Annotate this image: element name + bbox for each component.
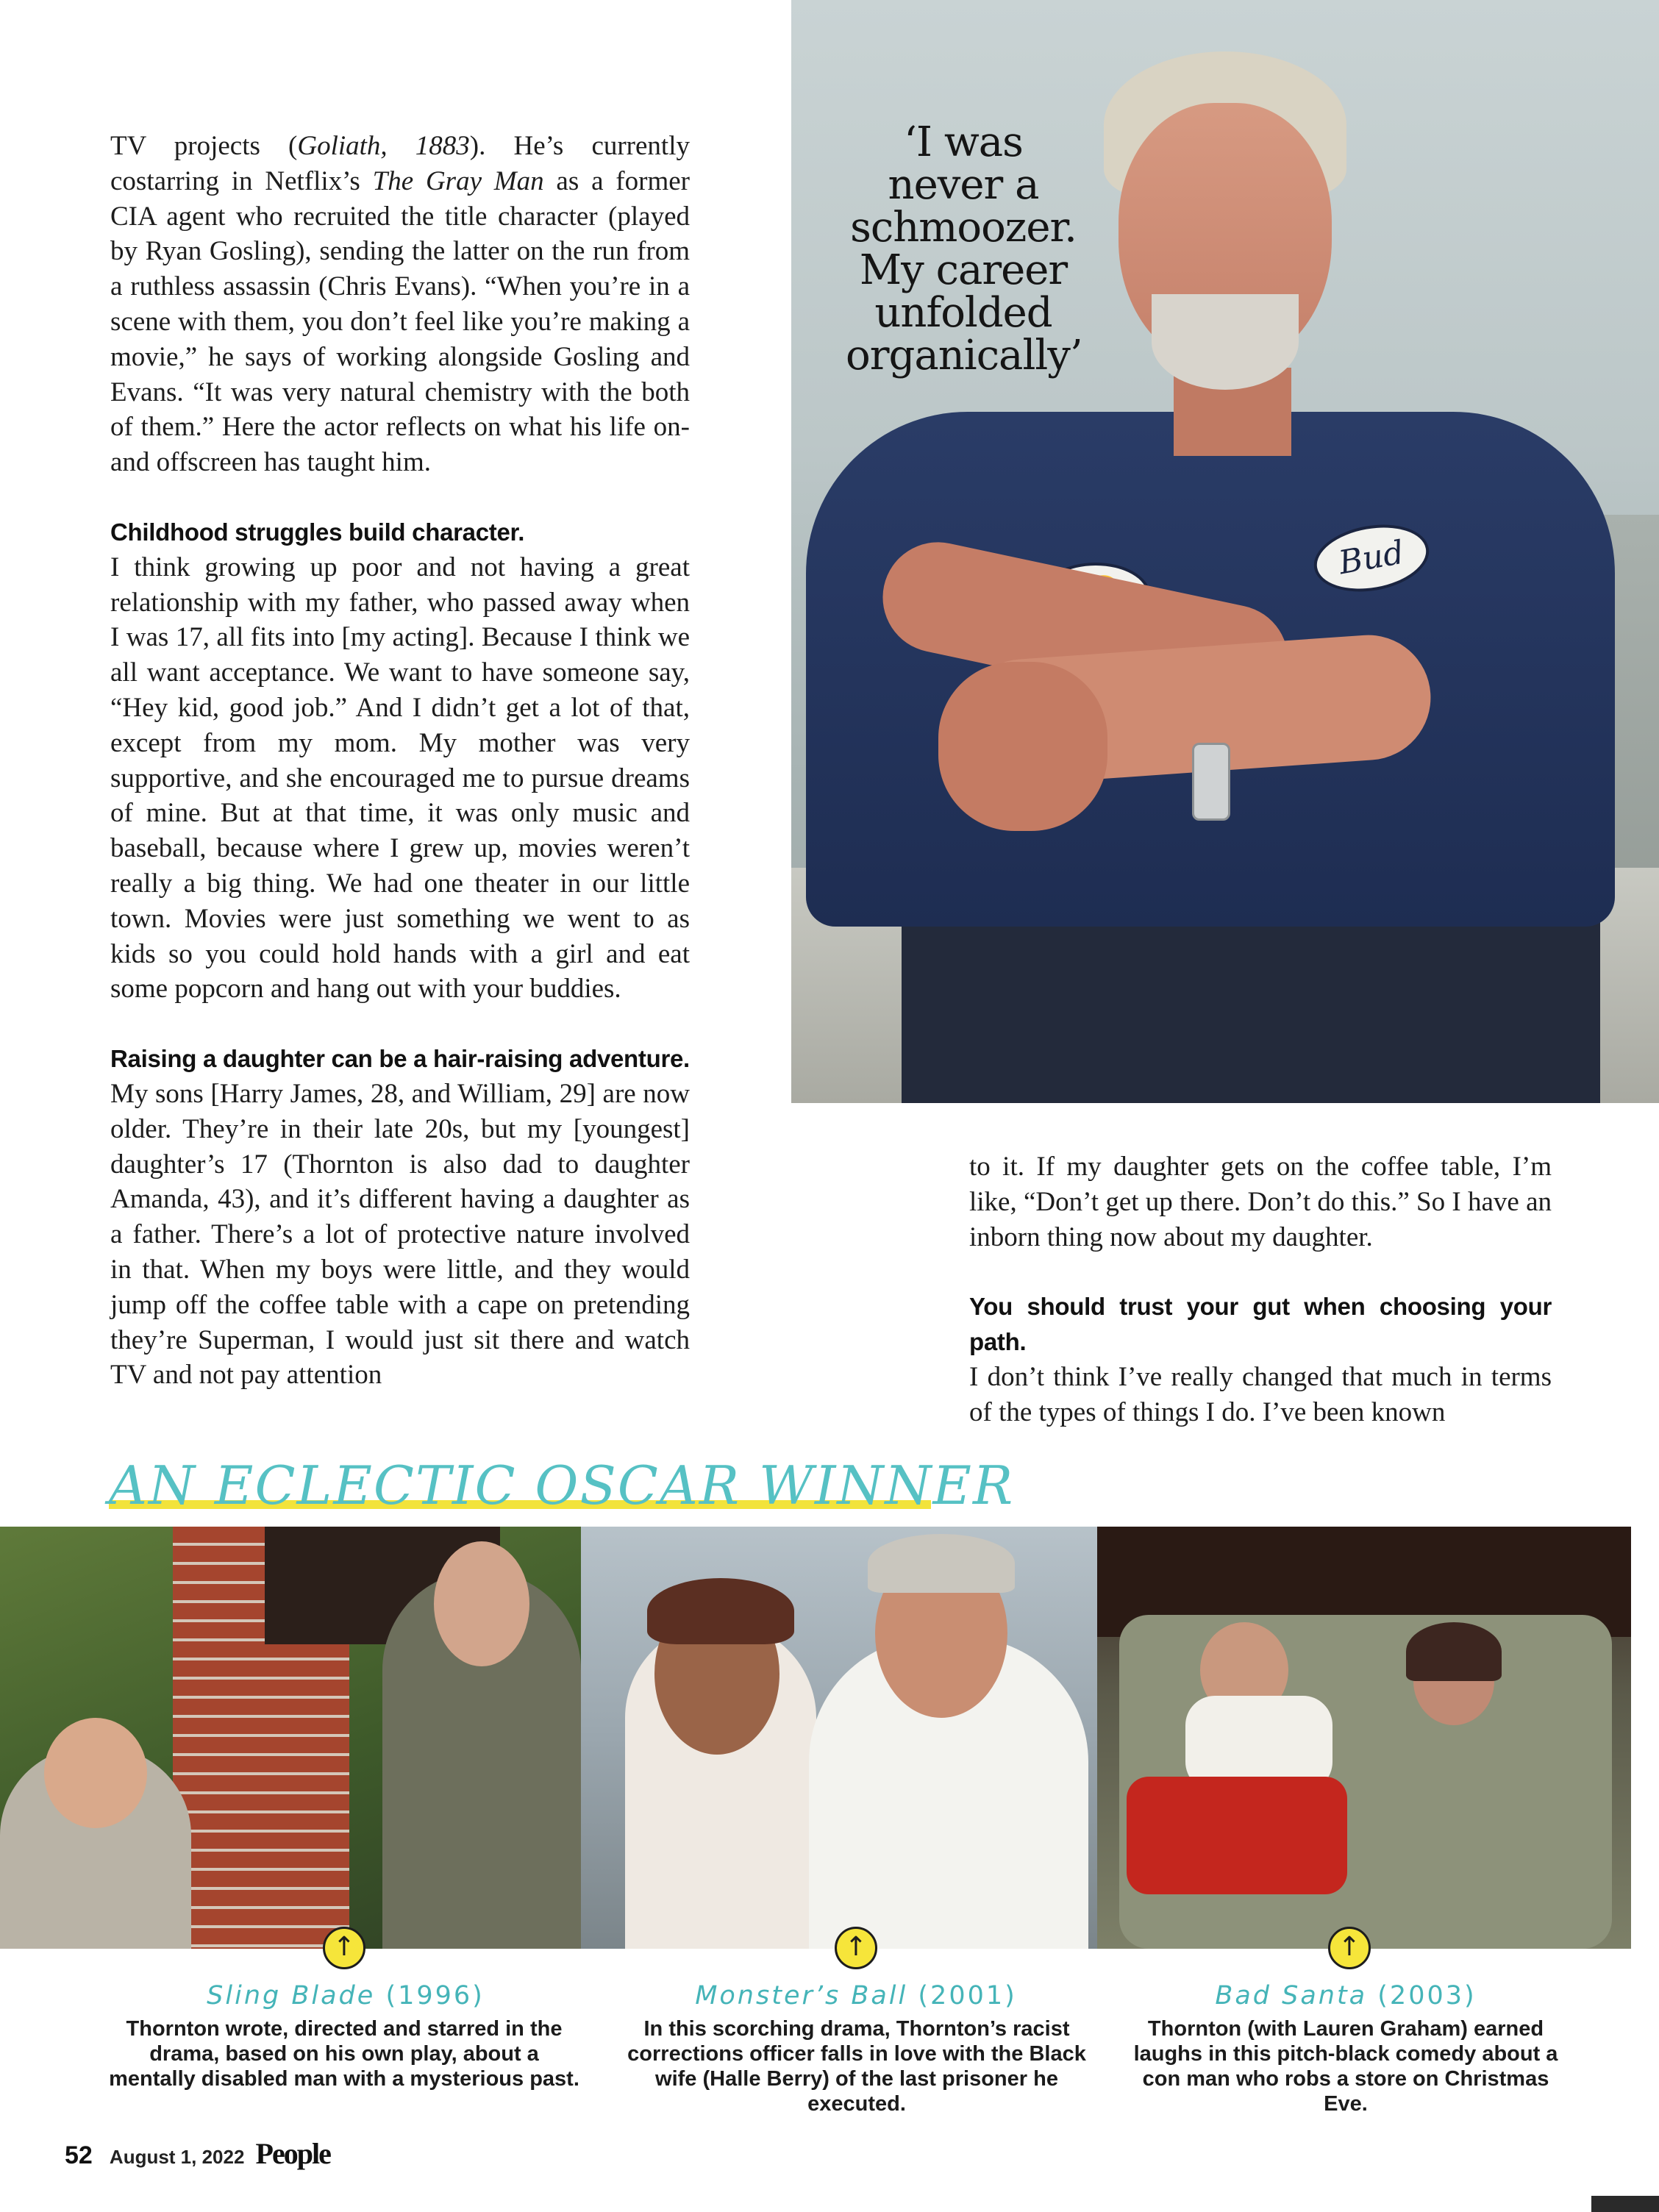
film-still-sling-blade xyxy=(0,1527,581,1949)
section-body: I don’t think I’ve really changed that much in terms of the types of things I do. I’ve been known xyxy=(969,1361,1552,1427)
arrow-up-icon: ↑ xyxy=(1328,1927,1371,1969)
photo-credit-strip xyxy=(1591,2196,1659,2212)
film-name: Bad Santa xyxy=(1215,1981,1368,2011)
article-intro-paragraph xyxy=(110,129,690,480)
article-section-2 xyxy=(110,1041,690,1393)
dog-tag xyxy=(1192,743,1230,821)
magazine-logo: People xyxy=(255,2137,330,2170)
section-heading: Raising a daughter can be a hair-raising adventure. xyxy=(110,1045,690,1073)
man-hair xyxy=(868,1534,1015,1593)
film-caption-body: Thornton (with Lauren Graham) earned laughs in this pitch-black comedy about a con man who robs a store on Christmas Eve. xyxy=(1133,2017,1558,2116)
film-caption-title xyxy=(621,1981,1091,2011)
intro-text-start: TV projects ( xyxy=(110,131,298,161)
woman-hair xyxy=(647,1578,794,1644)
film-year: (1996) xyxy=(385,1981,485,2011)
woman-hair xyxy=(1406,1622,1502,1681)
pull-quote: ‘I was never a schmoozer. My career unfolded organically’ xyxy=(846,118,1082,379)
film-caption-body: In this scorching drama, Thornton’s racist corrections officer falls in love with the Black wife (Halle Berry) of the last prisoner he executed. xyxy=(627,2017,1086,2116)
intro-italic-film: The Gray Man xyxy=(372,165,544,196)
article-continuation: to it. If my daughter gets on the coffee table, I’m like, “Don’t get up there. Don’t do this.” So I have an inborn thing now about my daughter. xyxy=(969,1152,1552,1252)
intro-text-rest: as a former CIA agent who recruited the title character (played by Ryan Gosling), sending the latter on the run from a ruthless assassin (Chris Evans). “When you’re in a scene with them, you don’t feel like you’re making a movie,” he says of working alongside Gosling and Evans. “It was very natural chemistry with the both of them.” Here the actor reflects on what his life on- and offscreen has taught him. xyxy=(110,165,690,478)
intro-text-mid: ). He’s currently costarring in Netflix’s xyxy=(110,131,690,196)
article-section-3 xyxy=(969,1289,1552,1430)
film-name: Monster’s Ball xyxy=(695,1981,908,2011)
section-heading: You should trust your gut when choosing your path. xyxy=(969,1293,1552,1356)
man-head xyxy=(434,1541,529,1666)
photo-beard xyxy=(1152,294,1299,390)
arrow-up-icon: ↑ xyxy=(835,1927,877,1969)
page-number: 52 xyxy=(65,2141,93,2169)
film-year: (2001) xyxy=(918,1981,1017,2011)
section-body: I think growing up poor and not having a great relationship with my father, who passed away when I was 17, all fits into [my acting]. Because I think we all want acceptance. We want to have someone say, “Hey kid, good job.” And I didn’t get a lot of that, except from my mom. My mother was very supportive, and she encouraged me to pursue dreams of mine. But at that time, it was only music and baseball, because where I grew up, movies weren’t really a big thing. We had one theater in our little town. Movies were just something we went to as kids so you could hold hands with a girl and eat some popcorn and hang out with your buddies. xyxy=(110,552,690,1005)
film-caption-title xyxy=(1110,1981,1581,2011)
film-caption-body: Thornton wrote, directed and starred in the drama, based on his own play, about a mentally disabled man with a mysterious past. xyxy=(109,2017,579,2091)
santa-pants xyxy=(1127,1777,1347,1894)
intro-italic-titles: Goliath, 1883 xyxy=(297,131,470,161)
film-still-bad-santa xyxy=(1097,1527,1631,1949)
boy-head xyxy=(44,1718,147,1828)
section-title: AN ECLECTIC OSCAR WINNER xyxy=(109,1455,1015,1516)
film-still-monsters-ball xyxy=(581,1527,1097,1949)
article-left-column xyxy=(110,129,690,1393)
arrow-up-icon: ↑ xyxy=(323,1927,365,1969)
article-section-1 xyxy=(110,515,690,1007)
issue-date: August 1, 2022 xyxy=(109,2146,245,2168)
photo-fist xyxy=(938,662,1107,831)
film-year: (2003) xyxy=(1377,1981,1477,2011)
section-body: My sons [Harry James, 28, and William, 29] are now older. They’re in their late 20s, but my [youngest] daughter’s 17 (Thornton is also dad to daughter Amanda, 43), and it’s different having a daughter as a father. There’s a lot of protective nature involved in that. When my boys were little, and they would jump off the coffee table with a cape on pretending they’re Superman, I would just sit there and watch TV and not pay attention xyxy=(110,1078,690,1391)
section-heading: Childhood struggles build character. xyxy=(110,518,525,546)
film-name: Sling Blade xyxy=(207,1981,376,2011)
film-caption-title xyxy=(110,1981,581,2011)
name-patch: Bud xyxy=(1309,516,1435,600)
article-right-column xyxy=(969,1149,1552,1430)
page-footer xyxy=(65,2136,330,2171)
